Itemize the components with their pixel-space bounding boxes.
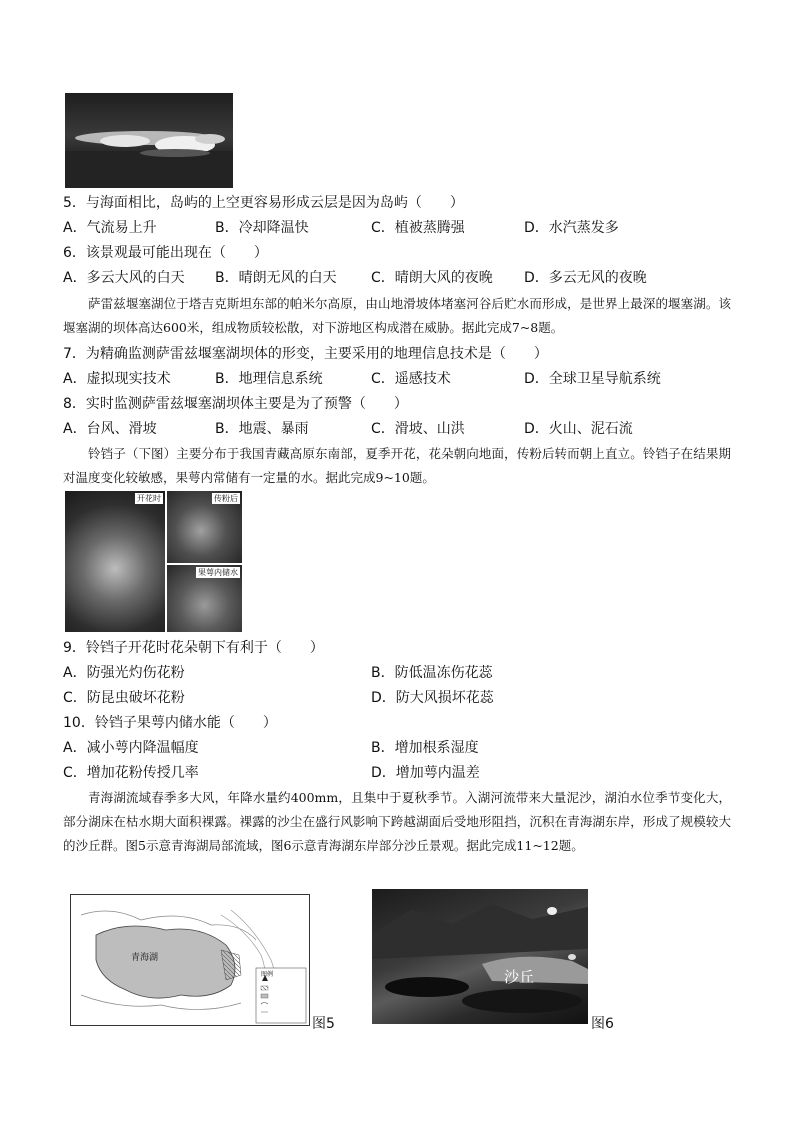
question-6-stem: 6．该景观最可能出现在（ ） bbox=[63, 245, 268, 261]
passage-11-12: 青海湖流域春季多大风，年降水量约400mm，且集中于夏秋季节。入湖河流带来大量泥沙，湖泊水位季节变化大，部分湖床在枯水期大面积裸露。裸露的沙尘在盛行风影响下跨越湖面后受地形阻挡，沉积在青海湖东岸，形成了规模较大的沙丘群。图5示意青海湖局部流域，图6示意青海湖东岸部分沙丘景观。据此完成11~12题。 bbox=[63, 790, 731, 853]
figure-5-caption: 图5 bbox=[312, 1016, 335, 1032]
question-10-option-b[interactable]: B．增加根系湿度 bbox=[371, 740, 479, 756]
lake-shape bbox=[96, 926, 235, 998]
question-6-option-b[interactable]: B．晴朗无风的白天 bbox=[215, 270, 337, 286]
question-6-option-c[interactable]: C．晴朗大风的夜晚 bbox=[371, 270, 493, 286]
dune-graphic bbox=[372, 889, 588, 1024]
question-7-option-a[interactable]: A．虚拟现实技术 bbox=[63, 371, 171, 387]
question-10-stem: 10．铃铛子果萼内储水能（ ） bbox=[63, 715, 277, 731]
question-7-option-c[interactable]: C．遥感技术 bbox=[371, 371, 451, 387]
lake-label: 青海湖 bbox=[131, 953, 159, 963]
question-8-option-a[interactable]: A．台风、滑坡 bbox=[63, 421, 157, 437]
legend-title: 图例 bbox=[261, 971, 274, 978]
question-9-option-d[interactable]: D．防大风损坏花蕊 bbox=[371, 690, 494, 706]
figure-5-map bbox=[70, 894, 310, 1026]
flower-label-water: 果萼内储水 bbox=[198, 568, 238, 577]
island-cloud-photo bbox=[65, 93, 233, 188]
question-8-option-c[interactable]: C．滑坡、山洪 bbox=[371, 421, 465, 437]
question-10-option-a[interactable]: A．减小萼内降温幅度 bbox=[63, 740, 199, 756]
question-6-option-a[interactable]: A．多云大风的白天 bbox=[63, 270, 185, 286]
figure-6-photo bbox=[372, 889, 588, 1024]
question-7-option-b[interactable]: B．地理信息系统 bbox=[215, 371, 323, 387]
passage-9-10: 铃铛子（下图）主要分布于我国青藏高原东南部，夏季开花，花朵朝向地面，传粉后转而朝上直立。铃铛子在结果期对温度变化较敏感，果萼内常储有一定量的水。据此完成9~10题。 bbox=[63, 446, 731, 485]
flower-label-open: 开花时 bbox=[137, 494, 161, 503]
question-7-stem: 7．为精确监测萨雷兹堰塞湖坝体的形变，主要采用的地理信息技术是（ ） bbox=[63, 346, 548, 362]
question-9-option-c[interactable]: C．防昆虫破坏花粉 bbox=[63, 690, 185, 706]
question-5-option-b[interactable]: B．冷却降温快 bbox=[215, 220, 309, 236]
question-8-option-b[interactable]: B．地震、暴雨 bbox=[215, 421, 309, 437]
question-5-option-d[interactable]: D．水汽蒸发多 bbox=[524, 220, 619, 236]
question-8-stem: 8．实时监测萨雷兹堰塞湖坝体主要是为了预警（ ） bbox=[63, 396, 408, 412]
question-9-stem: 9．铃铛子开花时花朵朝下有利于（ ） bbox=[63, 640, 324, 656]
lake-map-graphic bbox=[71, 895, 309, 1025]
question-5-stem: 5．与海面相比，岛屿的上空更容易形成云层是因为岛屿（ ） bbox=[63, 195, 464, 211]
question-5-option-a[interactable]: A．气流易上升 bbox=[63, 220, 157, 236]
flower-photo-group bbox=[65, 491, 242, 632]
dune-label: 沙丘 bbox=[504, 968, 535, 986]
question-6-option-d[interactable]: D．多云无风的夜晚 bbox=[524, 270, 647, 286]
flower-label-pollinated: 传粉后 bbox=[214, 494, 238, 503]
flower-open-photo bbox=[65, 491, 165, 632]
figure-6-caption: 图6 bbox=[591, 1016, 614, 1032]
flower-water-photo bbox=[167, 565, 242, 632]
question-5-option-c[interactable]: C．植被蒸腾强 bbox=[371, 220, 465, 236]
question-8-option-d[interactable]: D．火山、泥石流 bbox=[524, 421, 633, 437]
cloud-graphic bbox=[65, 93, 233, 188]
question-10-option-d[interactable]: D．增加萼内温差 bbox=[371, 765, 480, 781]
question-7-option-d[interactable]: D．全球卫星导航系统 bbox=[524, 371, 661, 387]
passage-7-8: 萨雷兹堰塞湖位于塔吉克斯坦东部的帕米尔高原，由山地滑坡体堵塞河谷后贮水而形成，是世界上最深的堰塞湖。该堰塞湖的坝体高达600米，组成物质较松散，对下游地区构成潜在威胁。据此完成7~8题。 bbox=[63, 296, 731, 335]
flower-pollinated-photo bbox=[167, 491, 242, 563]
question-9-option-a[interactable]: A．防强光灼伤花粉 bbox=[63, 665, 185, 681]
question-10-option-c[interactable]: C．增加花粉传授几率 bbox=[63, 765, 199, 781]
question-9-option-b[interactable]: B．防低温冻伤花蕊 bbox=[371, 665, 493, 681]
